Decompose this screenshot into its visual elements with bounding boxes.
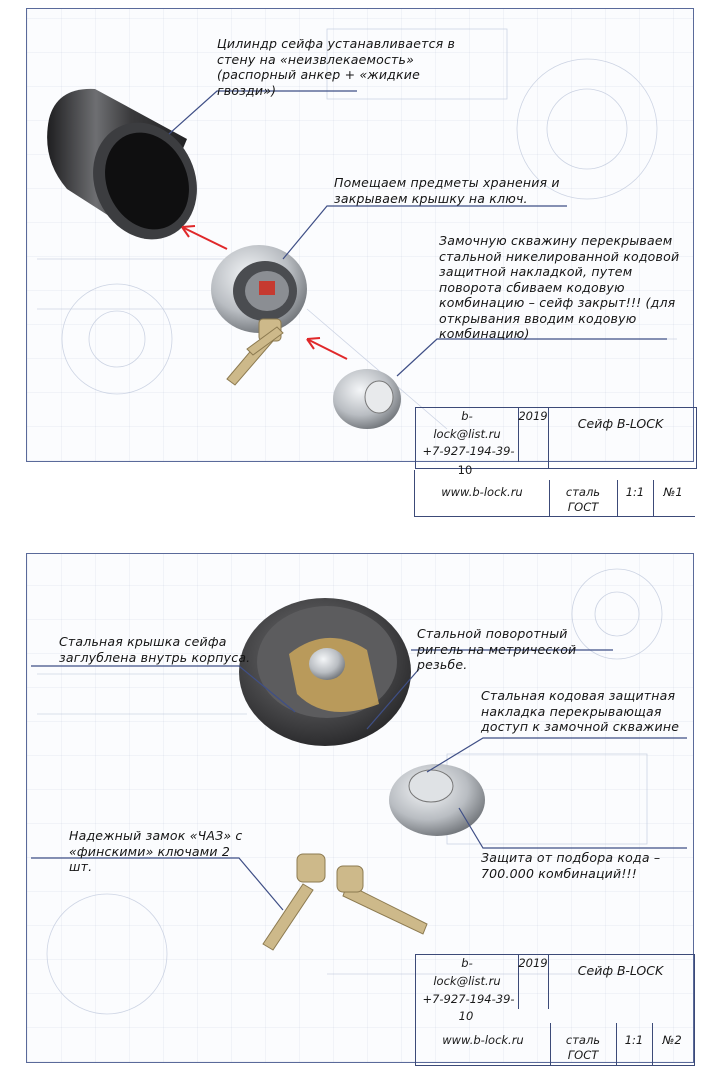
note-bolt: Стальной поворотный ригель на метрической резьбе. <box>417 626 577 672</box>
note-lid: Стальная крышка сейфа заглублена внутрь корпуса. <box>59 634 251 665</box>
tb-phone-line1: +7-927-194-39- <box>422 992 515 1006</box>
tb-material-line1: сталь <box>565 1033 601 1047</box>
tb-year: 2019 <box>518 956 548 970</box>
tb-material-line2: ГОСТ <box>567 500 599 514</box>
tb-sheet-no: №2 <box>662 1033 682 1047</box>
tb-year: 2019 <box>518 409 548 423</box>
lock-cover-icon <box>211 245 307 333</box>
tb-email: lock@list.ru <box>433 974 501 988</box>
drawing-sheet-2 <box>26 553 694 1063</box>
code-cover-icon <box>389 764 485 836</box>
key-icon <box>263 854 427 950</box>
tb-title: Сейф B-LOCK <box>577 416 664 431</box>
tb-title: Сейф B-LOCK <box>577 963 664 978</box>
note-cylinder: Цилиндр сейфа устанавливается в стену на «неизвлекаемость» (распорный анкер + «жидкие гвозди») <box>217 36 456 98</box>
title-block-2 <box>415 954 695 1066</box>
tb-phone-line2: 10 <box>457 463 473 477</box>
tb-site: www.b-lock.ru <box>442 1033 524 1047</box>
tb-contact-b: b- <box>461 956 473 970</box>
tb-material-line2: ГОСТ <box>567 1048 599 1062</box>
title-block-1 <box>415 407 697 469</box>
drawing-sheet-1 <box>26 8 694 477</box>
tb-phone-line1: +7-927-194-39- <box>422 444 515 458</box>
title-block-1-lower <box>414 470 695 517</box>
tb-contact-b: b- <box>461 409 473 423</box>
tb-scale: 1:1 <box>625 485 645 499</box>
note-storage: Помещаем предметы хранения и закрываем крышку на ключ. <box>334 175 560 206</box>
note-keyhole: Замочную скважину перекрываем стальной никелированной кодовой защитной накладкой, путем поворота сбиваем кодовую комбинацию – сейф закрыт!!! (для открывания вводим кодовую комбинацию) <box>439 233 680 341</box>
note-cover: Стальная кодовая защитная накладка перекрывающая доступ к замочной скважине <box>481 688 680 734</box>
tb-phone-line2: 10 <box>458 1009 474 1023</box>
tb-scale: 1:1 <box>624 1033 644 1047</box>
tb-email: lock@list.ru <box>433 427 501 441</box>
tb-site: www.b-lock.ru <box>441 485 523 499</box>
note-lock: Надежный замок «ЧАЗ» с «финскими» ключами 2 шт. <box>69 828 243 874</box>
note-code: Защита от подбора кода – 700.000 комбинаций!!! <box>481 850 661 881</box>
tb-sheet-no: №1 <box>663 485 683 499</box>
code-cover-icon <box>333 369 401 429</box>
tb-material-line1: сталь <box>565 485 601 499</box>
safe-lid-icon <box>239 598 411 746</box>
